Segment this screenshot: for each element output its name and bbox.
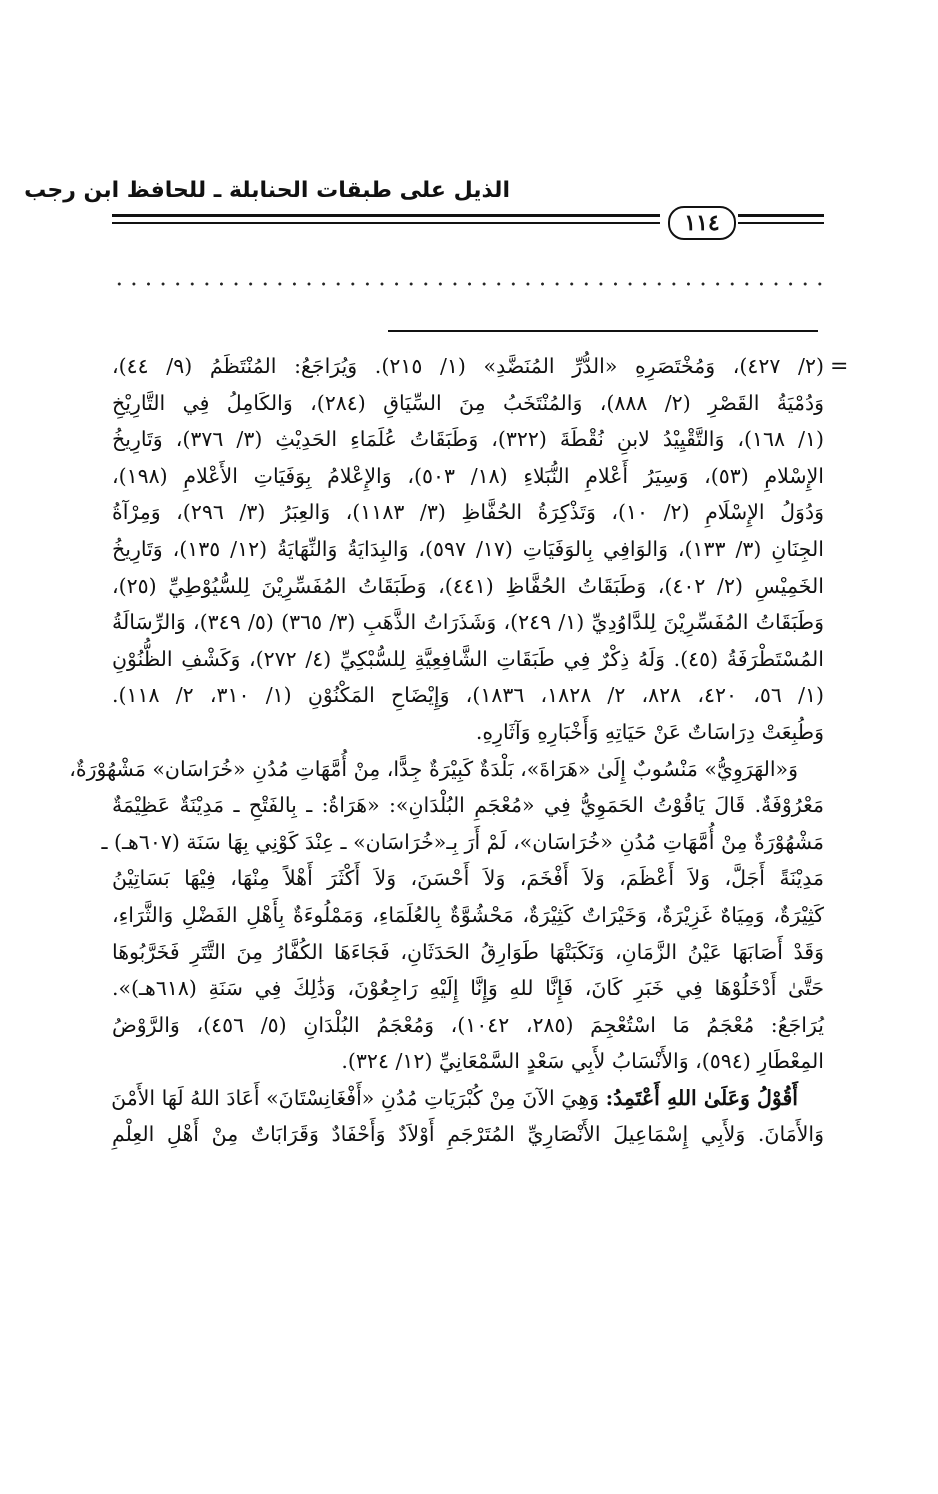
text-line: المُسْتَطْرَفَةُ (٤٥). وَلَهُ ذِكْرٌ فِي طَبَقَاتِ الشَّافِعِيَّةِ لِلسُّبْكِيِّ (٤/ ٢٧٢)، وَكَشْفِ الظُّنُوْنِ	[112, 646, 824, 671]
text-line: وَالأَمَانَ. وَلأَبِي إِسْمَاعِيلَ الأَنْصَارِيِّ المُتَرْجَمِ أَوْلاَدٌ وَأَحْفَادٌ وَقَرَابَاتٌ مِنْ أَهْلِ العِلْمِ	[112, 1122, 824, 1147]
text-line: حَتَّىٰ أَدْخَلُوْهَا فِي خَبَرِ كَانَ، فَإِنَّا للهِ وَإِنَّا إِلَيْهِ رَاجِعُوْنَ، وَذَٰلِكَ فِي سَنَةِ (٦١٨هـ)».	[112, 976, 824, 1001]
running-header-title: الذيل على طبقات الحنابلة ـ للحافظ ابن رجب	[24, 178, 510, 203]
text-line: الإِسْلامِ (٥٣)، وَسِيَرُ أَعْلامِ النُّبَلاءِ (١٨/ ٥٠٣)، وَالإِعْلامُ بِوَفَيَاتِ الأَعْلامِ (١٩٨)،	[112, 463, 824, 488]
text-line: وَدُوَلُ الإِسْلَامِ (٢/ ١٠)، وَتَذْكِرَةُ الحُفَّاظِ (٣/ ١١٨٣)، وَالعِبَرُ (٣/ ٢٩٦)، وَمِرْآةُ	[112, 500, 824, 525]
text-line: وَطُبِعَتْ دِرَاسَاتٌ عَنْ حَيَاتِهِ وَأَخْبَارِهِ وَآثَارِهِ.	[475, 719, 824, 744]
text-line: المِعْطَارِ (٥٩٤)، وَالأَنْسَابُ لأَبِي سَعْدٍ السَّمْعَانِيِّ (١٢/ ٣٢٤).	[341, 1049, 824, 1074]
footnote-text	[69, 348, 824, 1153]
header-rule-left-thin	[112, 222, 660, 224]
text-line: (١/ ١٦٨)، وَالتَّقْيِيْدُ لابنِ نُقْطَةَ (٣٢٢)، وَطَبَقَاتُ عُلَمَاءِ الحَدِيْثِ (٣/ ٣٧٦)، وَتَارِيخُ	[112, 427, 824, 452]
text-line: مَشْهُوْرَةٌ مِنْ أُمَّهَاتِ مُدُنِ «خُرَاسَان»، لَمْ أَرَ بِـ«خُرَاسَان» ـ عِنْدَ كَوْنِي بِهَا سَنَة (٦٠٧هـ) ـ	[101, 829, 824, 854]
dotted-separator	[112, 282, 824, 286]
text-line: الجِنَانِ (٣/ ١٣٣)، وَالوَافِي بِالوَفَيَاتِ (١٧/ ٥٩٧)، وَالبِدَايَةُ وَالنِّهَايَةُ (١٢/ ١٣٥)، وَتَارِيخُ	[112, 536, 824, 561]
text-line: مَعْرُوْفَةٌ. قَالَ يَاقُوْتُ الحَمَوِيُّ فِي «مُعْجَمِ البُلْدَانِ»: «هَرَاةُ: ـ بِالفَتْحِ ـ مَدِيْنَةٌ عَظِيْمَةٌ	[112, 793, 824, 818]
text-line: وَ«الهَرَوِيُّ» مَنْسُوبٌ إِلَىٰ «هَرَاةَ»، بَلْدَةٌ كَبِيْرَةٌ جِدًّا، مِنْ أُمَّهَاتِ مُدُنِ «خُرَاسَان» مَشْهُوْرَةٌ،	[69, 756, 798, 781]
text-line: (٢/ ٤٢٧)، وَمُخْتَصَرِهِ «الدُّرِّ المُنَضَّدِ» (١/ ٢١٥). وَيُرَاجَعُ: المُنْتَظَمُ (٩/ ٤٤)،	[112, 354, 824, 378]
text-line: وَدُمْيَةُ القَصْرِ (٢/ ٨٨٨)، وَالمُنْتَخَبُ مِنَ السِّيَاقِ (٢٨٤)، وَالكَامِلُ فِي التَّارِيْخِ	[112, 390, 824, 415]
text-line-rest: وَهِيَ الآنَ مِنْ كُبْرَيَاتِ مُدُنِ «أَفْغَانِسْتَانَ» أَعَادَ اللهُ لَهَا الأَمْنَ	[111, 1085, 600, 1110]
text-line: وَطَبَقَاتُ المُفَسِّرِيْنَ لِلدَّاوُدِيِّ (١/ ٢٤٩)، وَشَذَرَاتُ الذَّهَبِ (٣/ ٣٦٥) (٥/ ٣٤٩)، وَالرِّسَالَةُ	[112, 610, 824, 635]
header-rule-right-thin	[738, 222, 824, 224]
header-rule-right	[738, 214, 824, 217]
text-line: (١/ ٥٦، ٤٢٠، ٨٢٨، ٢/ ١٨٢٨، ١٨٣٦)، وَإِيْضَاحِ المَكْنُوْنِ (١/ ٣١٠، ٢/ ١١٨).	[112, 683, 824, 708]
text-line: وَقَدْ أَصَابَهَا عَيْنُ الزَّمَانِ، وَنَكَبَتْهَا طَوَارِقُ الحَدَثَانِ، فَجَاءَهَا الكُفَّارُ مِنَ التَّتَرِ فَخَرَّبُوهَا	[112, 939, 824, 964]
header-rule-left	[112, 214, 660, 217]
text-line-with-lead	[112, 1080, 824, 1117]
page-number: ١١٤	[668, 206, 736, 240]
text-line: الخَمِيْسِ (٢/ ٤٠٢)، وَطَبَقَاتُ الحُفَّاظِ (٤٤١)، وَطَبَقَاتُ المُفَسِّرِيْنَ لِلسُّيُوْطِيِّ (٢٥)،	[112, 573, 824, 598]
footnote-separator-rule	[388, 330, 818, 332]
text-line: مَدِيْنَةً أَجَلَّ، وَلاَ أَعْظَمَ، وَلاَ أَفْخَمَ، وَلاَ أَحْسَنَ، وَلاَ أَكْثَرَ أَهْلاً مِنْهَا، فِيْهَا بَسَاتِيْنُ	[112, 866, 824, 891]
text-line: يُرَاجَعُ: مُعْجَمُ مَا اسْتُعْجِمَ (٢٨٥، ١٠٤٢)، وَمُعْجَمُ البُلْدَانِ (٥/ ٤٥٦)، وَالرَّوْضُ	[112, 1012, 824, 1037]
continuation-mark: =	[830, 354, 849, 379]
lead-phrase: أَقُوْلُ وَعَلَىٰ اللهِ أَعْتَمِدُ:	[605, 1085, 798, 1110]
text-line: كَثِيْرَةٌ، وَمِيَاهٌ غَزِيْرَةٌ، وَخَيْرَاتٌ كَثِيْرَةٌ، مَحْشُوَّةٌ بِالعُلَمَاءِ، وَمَمْلُوءَةٌ بِأَهْلِ الفَضْلِ وَالثَّرَاءِ،	[112, 902, 824, 927]
